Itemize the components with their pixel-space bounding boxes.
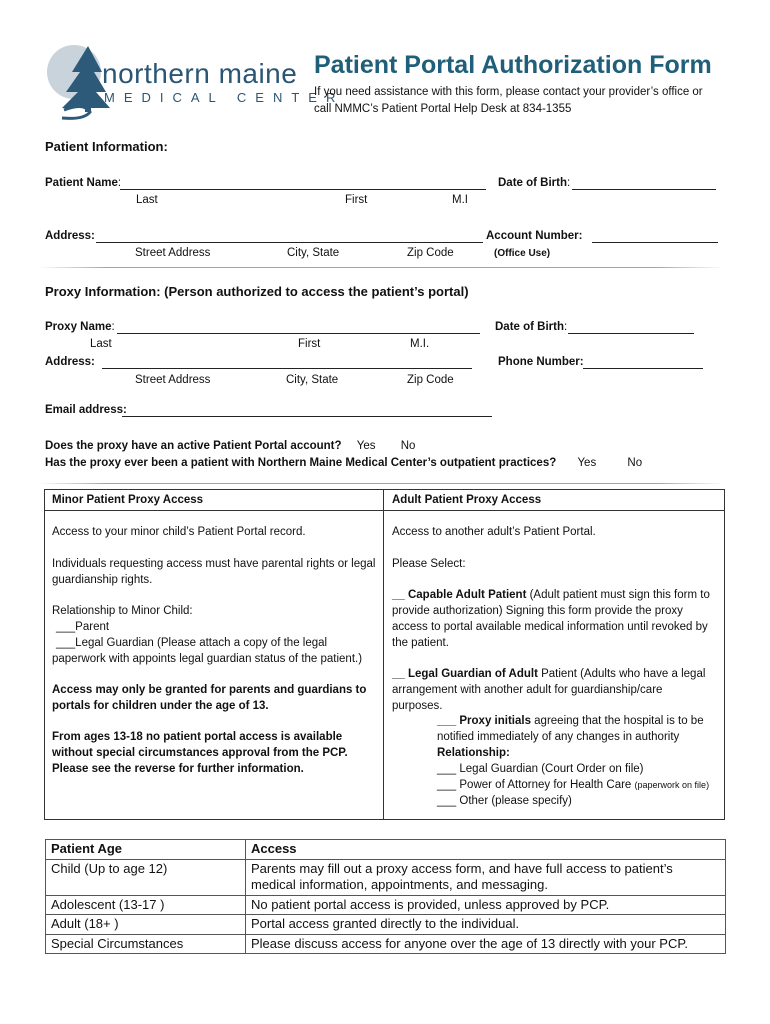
table-cell: Adolescent (13-17 )	[46, 895, 246, 915]
adult-option-capable[interactable]: __ Capable Adult Patient (Adult patient must sign this form to provide authorization) Signing this form provide the proxy access to portal available medical information until revoked by the patient.	[392, 589, 710, 649]
patient-street-caption: Street Address	[135, 247, 211, 259]
table-row	[46, 859, 726, 895]
logo	[44, 42, 345, 122]
adult-access-desc: Access to another adult’s Patient Portal.	[392, 526, 596, 538]
patient-name-label: Patient Name:	[45, 177, 122, 189]
table-header-cell: Access	[246, 840, 726, 860]
table-cell: Please discuss access for anyone over the age of 13 directly with your PCP.	[246, 934, 726, 954]
table-cell: Special Circumstances	[46, 934, 246, 954]
patient-first-caption: First	[345, 194, 368, 206]
proxy-name-field[interactable]	[117, 333, 480, 334]
proxy-address-label: Address:	[45, 356, 95, 368]
patient-address-label: Address:	[45, 230, 95, 242]
proxy-mi-caption: M.I.	[410, 338, 430, 350]
header-divider	[44, 510, 725, 511]
patient-dob-field[interactable]	[572, 189, 716, 190]
patient-dob-label: Date of Birth:	[498, 177, 571, 189]
proxy-dob-label: Date of Birth:	[495, 321, 568, 333]
minor-teen-restriction: From ages 13-18 no patient portal access is available without special circumstances approval from the PCP. Please see the reverse for further information.	[52, 731, 348, 775]
proxy-city-caption: City, State	[286, 374, 339, 386]
adult-rel-other[interactable]: ___ Other (please specify)	[437, 795, 572, 807]
age-access-table	[45, 839, 726, 954]
proxy-info-heading: Proxy Information: (Person authorized to access the patient’s portal)	[45, 284, 469, 299]
account-number-field[interactable]	[592, 242, 718, 243]
divider	[38, 483, 724, 484]
proxy-first-caption: First	[298, 338, 321, 350]
adult-access-header: Adult Patient Proxy Access	[392, 494, 542, 506]
adult-relationship-label: Relationship:	[437, 747, 510, 759]
proxy-last-caption: Last	[90, 338, 112, 350]
proxy-name-label: Proxy Name:	[45, 321, 115, 333]
patient-zip-caption: Zip Code	[407, 247, 454, 259]
question-active-account: Does the proxy have an active Patient Portal account? Yes No	[45, 440, 416, 452]
proxy-phone-field[interactable]	[583, 368, 703, 369]
q1-no-option[interactable]: No	[400, 440, 416, 452]
question-previous-patient: Has the proxy ever been a patient with Northern Maine Medical Center’s outpatient practices? Yes No	[45, 457, 643, 469]
help-text-line1: If you need assistance with this form, please contact your provider’s office or	[314, 86, 703, 98]
account-number-label: Account Number:	[486, 230, 583, 242]
adult-rel-power-of-attorney[interactable]: ___ Power of Attorney for Health Care (paperwork on file)	[437, 779, 710, 791]
table-cell: Parents may fill out a proxy access form, and have full access to patient’s medical information, appointments, and messaging.	[246, 859, 726, 895]
table-cell: No patient portal access is provided, unless approved by PCP.	[246, 895, 726, 915]
logo-subtitle: MEDICAL CENTER	[104, 90, 345, 105]
minor-option-parent[interactable]: ___Parent	[56, 621, 110, 633]
minor-option-guardian[interactable]: ___Legal Guardian (Please attach a copy of the legal paperwork with appoints legal guardian status of the patient.)	[52, 637, 363, 665]
adult-rel-legal-guardian[interactable]: ___ Legal Guardian (Court Order on file)	[437, 763, 644, 775]
minor-access-header: Minor Patient Proxy Access	[52, 494, 204, 506]
logo-wordmark: northern maine	[102, 58, 298, 89]
patient-address-field[interactable]	[96, 242, 483, 243]
patient-name-field[interactable]	[120, 189, 486, 190]
proxy-initials-field[interactable]: ___ Proxy initials agreeing that the hospital is to be notified immediately of any changes in authority	[437, 715, 704, 743]
office-use-caption: (Office Use)	[494, 248, 551, 259]
patient-last-caption: Last	[136, 194, 158, 206]
minor-age-restriction: Access may only be granted for parents and guardians to portals for children under the age of 13.	[52, 684, 367, 712]
patient-city-caption: City, State	[287, 247, 340, 259]
table-row	[46, 895, 726, 915]
table-header-row	[46, 840, 726, 860]
page-title: Patient Portal Authorization Form	[314, 51, 712, 79]
proxy-zip-caption: Zip Code	[407, 374, 454, 386]
table-cell: Child (Up to age 12)	[46, 859, 246, 895]
minor-relationship-label: Relationship to Minor Child:	[52, 605, 193, 617]
patient-mi-caption: M.I	[452, 194, 468, 206]
adult-select-label: Please Select:	[392, 558, 466, 570]
proxy-address-field[interactable]	[102, 368, 472, 369]
table-row	[46, 934, 726, 954]
table-cell: Adult (18+ )	[46, 915, 246, 935]
proxy-street-caption: Street Address	[135, 374, 211, 386]
q2-yes-option[interactable]: Yes	[577, 457, 597, 469]
table-row	[46, 915, 726, 935]
column-divider	[383, 489, 384, 820]
table-header-cell: Patient Age	[46, 840, 246, 860]
q1-yes-option[interactable]: Yes	[356, 440, 376, 452]
divider	[38, 267, 724, 268]
minor-rights-text: Individuals requesting access must have parental rights or legal guardianship rights.	[52, 558, 376, 586]
patient-info-heading: Patient Information:	[45, 139, 168, 154]
adult-option-guardian[interactable]: __ Legal Guardian of Adult Patient (Adults who have a legal arrangement with another adult for guardianship/care purposes.	[392, 668, 706, 712]
minor-access-desc: Access to your minor child’s Patient Portal record.	[52, 526, 306, 538]
table-cell: Portal access granted directly to the individual.	[246, 915, 726, 935]
help-text-line2: call NMMC’s Patient Portal Help Desk at 834-1355	[314, 103, 572, 115]
proxy-phone-label: Phone Number:	[498, 356, 584, 368]
q2-no-option[interactable]: No	[627, 457, 643, 469]
proxy-email-field[interactable]	[122, 416, 492, 417]
proxy-email-label: Email address:	[45, 404, 127, 416]
proxy-dob-field[interactable]	[568, 333, 694, 334]
